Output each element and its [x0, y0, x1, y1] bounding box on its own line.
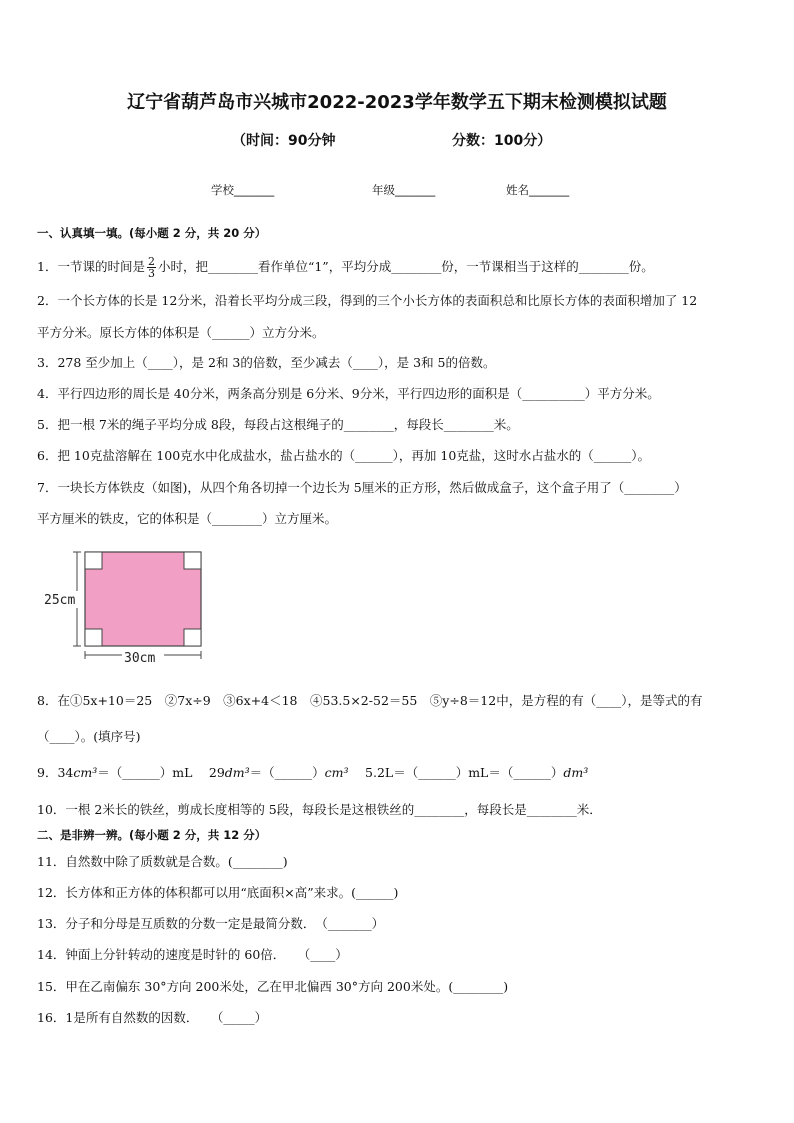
page-title: 辽宁省葫芦岛市兴城市2022-2023学年数学五下期末检测模拟试题: [127, 92, 667, 113]
q9-text-d: 5.2L＝（______）mL＝（______）: [348, 765, 564, 780]
sheet-figure: [40, 542, 210, 670]
question-2-line-1: 2．一个长方体的长是 12分米，沿着长平均分成三段，得到的三个小长方体的表面积总和比原长方体的表面积增加了 12: [37, 293, 698, 308]
width-label: 30cm: [124, 651, 156, 666]
fraction-numerator: 2: [147, 255, 155, 268]
q1-text-a: 1．一节课的时间是: [37, 259, 145, 274]
corner-square: [184, 629, 201, 646]
q9-text-a: 9．34: [37, 765, 74, 780]
unit-dm3: dm³: [563, 765, 589, 780]
question-9: [37, 764, 764, 782]
question-4: 4．平行四边形的周长是 40分米，两条高分别是 6分米、9分米，平行四边形的面积是（__________）平方分米。: [37, 386, 660, 401]
section-1-heading: 一、认真填一填。(每小题 2 分，共 20 分）: [37, 226, 267, 240]
fraction: [147, 256, 156, 279]
question-16: 16．1是所有自然数的因数． （_____）: [37, 1010, 268, 1025]
corner-square: [184, 552, 201, 569]
unit-cm3: cm³: [73, 765, 98, 780]
section-2-heading: 二、是非辨一辨。(每小题 2 分，共 12 分）: [37, 828, 267, 842]
unit-cm3: cm³: [324, 765, 349, 780]
question-12: 12．长方体和正方体的体积都可以用“底面积×高”来求。(______): [37, 885, 399, 900]
corner-square: [85, 629, 102, 646]
question-11: 11．自然数中除了质数就是合数。(________): [37, 854, 288, 869]
unit-dm3: dm³: [224, 765, 250, 780]
question-8-line-1: 8．在①5x+10＝25 ②7x÷9 ③6x+4＜18 ④53.5×2-52＝55 ⑤y÷8＝12中，是方程的有（____），是等式的有: [37, 693, 703, 708]
question-13: 13．分子和分母是互质数的分数一定是最简分数． （_______）: [37, 916, 385, 931]
question-14: 14．钟面上分针转动的速度是时针的 60倍． （____）: [37, 947, 348, 962]
question-10: 10．一根 2米长的铁丝，剪成长度相等的 5段，每段长是这根铁丝的________，每段长是________米．: [37, 802, 602, 817]
question-5: 5．把一根 7米的绳子平均分成 8段，每段占这根绳子的________，每段长________米。: [37, 417, 519, 432]
q9-text-b: ＝（______）mL 29: [97, 765, 225, 780]
name-field: 姓名_______: [506, 183, 570, 197]
question-2-line-2: 平方分米。原长方体的体积是（______）立方分米。: [37, 325, 325, 340]
time-label: （时间：90分钟: [232, 133, 336, 149]
question-15: 15．甲在乙南偏东 30°方向 200米处，乙在甲北偏西 30°方向 200米处。(________): [37, 979, 509, 994]
height-label: 25cm: [44, 593, 76, 608]
grade-field: 年级_______: [372, 183, 436, 197]
question-3: 3．278 至少加上（____），是 2和 3的倍数，至少减去（____），是 3和 5的倍数。: [37, 355, 496, 370]
question-1: [37, 256, 764, 279]
question-6: 6．把 10克盐溶解在 100克水中化成盐水，盐占盐水的（______），再加 10克盐，这时水占盐水的（______）。: [37, 448, 651, 463]
q9-text-c: ＝（______）: [249, 765, 325, 780]
score-label: 分数：100分）: [452, 133, 552, 149]
question-7-line-2: 平方厘米的铁皮，它的体积是（________）立方厘米。: [37, 511, 338, 526]
q1-text-b: 小时，把________看作单位“1”，平均分成________份，一节课相当于这样的________份。: [157, 259, 654, 274]
school-field: 学校_______: [211, 183, 275, 197]
question-8-line-2: （____）。(填序号): [37, 729, 141, 744]
fraction-denominator: 3: [147, 267, 155, 280]
exam-meta: [232, 130, 592, 150]
question-7-line-1: 7．一块长方体铁皮（如图)，从四个角各切掉一个边长为 5厘米的正方形，然后做成盒子，这个盒子用了（________）: [37, 480, 687, 495]
corner-square: [85, 552, 102, 569]
